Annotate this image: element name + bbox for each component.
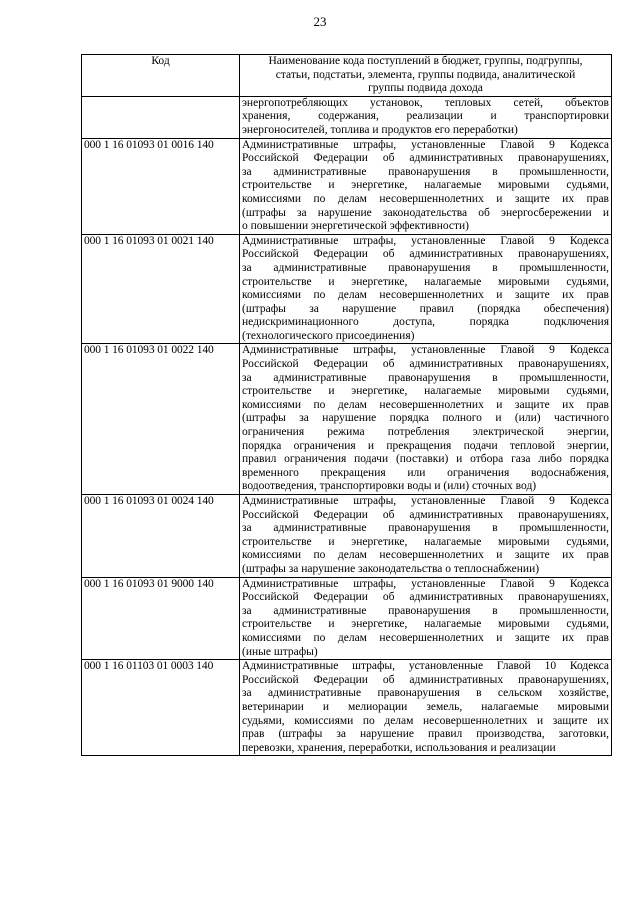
description-line: недискриминационного доступа, порядка подключения — [242, 316, 609, 329]
row-code — [82, 96, 240, 138]
description-line: за административные правонарушения в сельском хозяйстве, — [242, 687, 609, 700]
description-line: за административные правонарушения в промышленности, — [242, 261, 609, 274]
description-line: правил ограничения подачи (поставки) и отбора газа либо порядка — [242, 453, 609, 466]
description-line: комиссиями по делам несовершеннолетних и защите их прав — [242, 631, 609, 644]
description-line: (штрафы за нарушение законодательства о теплоснабжении) — [242, 562, 540, 575]
table-row — [82, 577, 612, 660]
description-line: прав (штрафы за нарушение правил производства, заготовки, — [242, 728, 609, 741]
description-line: за административные правонарушения в промышленности, — [242, 604, 609, 617]
description-line: судьями, комиссиями по делам несовершеннолетних и защите их — [242, 714, 609, 727]
description-line: за административные правонарушения в промышленности, — [242, 371, 609, 384]
description-line: (иные штрафы) — [242, 645, 318, 658]
description-line: водоотведения, транспортировки воды и (или) сточных вод) — [242, 480, 537, 493]
description-line: (штрафы за нарушение законодательства об энергосбережении и — [242, 206, 609, 219]
description-line: за административные правонарушения в промышленности, — [242, 522, 609, 535]
row-description — [240, 96, 612, 138]
row-description — [240, 234, 612, 344]
description-line: Российской Федерации об административных правонарушениях, — [242, 673, 609, 686]
description-line: перевозки, хранения, переработки, использования и реализации — [242, 741, 556, 754]
description-line: Административные штрафы, установленные Главой 9 Кодекса — [242, 344, 609, 357]
description-line: (технологического присоединения) — [242, 329, 415, 342]
header-name-line: статьи, подстатьи, элемента, группы подвида, аналитической — [275, 68, 576, 81]
description-line: Российской Федерации об административных правонарушениях, — [242, 248, 609, 261]
header-name — [240, 55, 612, 97]
description-line: (штрафы за нарушение правил (порядка обеспечения) — [242, 302, 609, 315]
header-name-line: Наименование кода поступлений в бюджет, группы, подгруппы, — [268, 55, 583, 67]
description-line: ограничения режима потребления электрической энергии, — [242, 426, 609, 439]
description-line: комиссиями по делам несовершеннолетних и защите их прав — [242, 398, 609, 411]
description-line: временного прекращения или ограничения водоснабжения, — [242, 466, 609, 479]
row-description — [240, 138, 612, 234]
description-line: строительстве и энергетике, налагаемые мировыми судьями, — [242, 275, 609, 288]
description-line: комиссиями по делам несовершеннолетних и защите их прав — [242, 289, 609, 302]
table-row — [82, 234, 612, 344]
table-row — [82, 495, 612, 578]
row-code: 000 1 16 01093 01 0021 140 — [82, 234, 240, 344]
row-description — [240, 495, 612, 578]
table-row — [82, 660, 612, 756]
row-code: 000 1 16 01093 01 0016 140 — [82, 138, 240, 234]
table-header-row — [82, 55, 612, 97]
row-description — [240, 577, 612, 660]
table-row — [82, 344, 612, 495]
row-code: 000 1 16 01103 01 0003 140 — [82, 660, 240, 756]
description-line: Российской Федерации об административных правонарушениях, — [242, 152, 609, 165]
description-line: за административные правонарушения в промышленности, — [242, 165, 609, 178]
description-line: Административные штрафы, установленные Главой 9 Кодекса — [242, 234, 609, 247]
header-code: Код — [82, 55, 240, 97]
description-line: комиссиями по делам несовершеннолетних и защите их прав — [242, 549, 609, 562]
description-line: строительстве и энергетике, налагаемые мировыми судьями, — [242, 385, 609, 398]
row-description — [240, 660, 612, 756]
description-line: строительстве и энергетике, налагаемые мировыми судьями, — [242, 535, 609, 548]
page-number: 23 — [313, 14, 327, 29]
description-line: строительстве и энергетике, налагаемые мировыми судьями, — [242, 618, 609, 631]
description-line: строительстве и энергетике, налагаемые мировыми судьями, — [242, 179, 609, 192]
row-code: 000 1 16 01093 01 0022 140 — [82, 344, 240, 495]
table-row — [82, 138, 612, 234]
description-line: о повышении энергетической эффективности) — [242, 220, 469, 233]
description-line: Административные штрафы, установленные Главой 10 Кодекса — [242, 660, 609, 673]
description-line: энергопотребляющих установок, тепловых сетей, объектов — [242, 96, 609, 109]
row-description — [240, 344, 612, 495]
description-line: Российской Федерации об административных правонарушениях, — [242, 358, 609, 371]
description-line: порядка ограничения и прекращения подачи тепловой энергии, — [242, 439, 609, 452]
description-line: Административные штрафы, установленные Главой 9 Кодекса — [242, 495, 609, 507]
budget-codes-table — [81, 54, 612, 756]
description-line: (штрафы за нарушение порядка полного и (или) частичного — [242, 412, 609, 425]
row-code: 000 1 16 01093 01 9000 140 — [82, 577, 240, 660]
description-line: комиссиями по делам несовершеннолетних и защите их прав — [242, 192, 609, 205]
description-line: Административные штрафы, установленные Главой 9 Кодекса — [242, 577, 609, 590]
description-line: Российской Федерации об административных правонарушениях, — [242, 508, 609, 521]
table-row — [82, 96, 612, 138]
description-line: ветеринарии и мелиорации земель, налагаемые мировыми — [242, 700, 609, 713]
description-line: энергоносителей, топлива и продуктов его переработки) — [242, 123, 518, 136]
description-line: хранения, содержания, реализации и транспортировки — [242, 110, 609, 123]
header-name-line: группы подвида дохода — [368, 82, 483, 95]
description-line: Российской Федерации об административных правонарушениях, — [242, 591, 609, 604]
row-code: 000 1 16 01093 01 0024 140 — [82, 495, 240, 578]
description-line: Административные штрафы, установленные Главой 9 Кодекса — [242, 138, 609, 151]
